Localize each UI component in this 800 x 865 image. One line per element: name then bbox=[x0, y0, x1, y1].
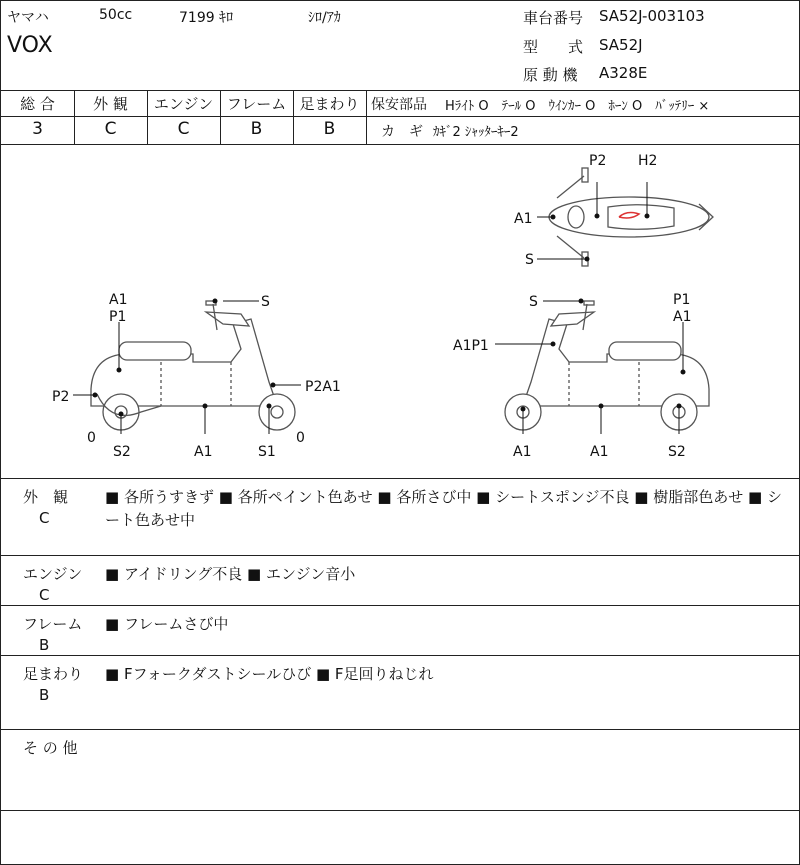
note-exterior bbox=[1, 478, 799, 556]
right-label-a1-front: A1 bbox=[513, 444, 532, 460]
grade-label-exterior: 外 観 bbox=[93, 95, 128, 113]
left-label-s1: S1 bbox=[258, 444, 276, 460]
grade-suspension: B bbox=[323, 119, 336, 139]
frame-no-label: 車台番号 bbox=[523, 9, 584, 27]
top-label-p2: P2 bbox=[589, 153, 607, 169]
note-grade: C bbox=[39, 586, 50, 604]
grade-divider bbox=[1, 116, 799, 117]
scooter-top-view bbox=[549, 168, 713, 266]
note-grade: B bbox=[39, 636, 50, 654]
model-name: VOX bbox=[7, 33, 53, 58]
damage-diagram bbox=[1, 144, 799, 479]
key-label: カ ギ bbox=[381, 124, 423, 140]
left-label-p2: P2 bbox=[52, 389, 70, 405]
note-grade: C bbox=[39, 509, 50, 527]
grade-label-overall: 総 合 bbox=[20, 95, 55, 113]
top-label-a1: A1 bbox=[514, 211, 533, 227]
type-value: SA52J bbox=[599, 36, 643, 54]
note-text: ■ Fフォークダストシールひび ■ F足回りねじれ bbox=[105, 665, 434, 683]
left-label-p1: P1 bbox=[109, 309, 127, 325]
right-label-s2: S2 bbox=[668, 444, 686, 460]
key-value: ｶｷﾞ2 ｼｬｯﾀｰｷｰ2 bbox=[433, 125, 519, 140]
note-suspension bbox=[1, 655, 799, 730]
note-label: そ の 他 bbox=[23, 739, 78, 757]
mileage: 7199 ｷﾛ bbox=[179, 10, 234, 26]
right-label-a1p1: A1P1 bbox=[453, 338, 489, 354]
grade-table bbox=[1, 90, 799, 145]
right-label-a1-bottom: A1 bbox=[590, 444, 609, 460]
grade-frame: B bbox=[250, 119, 263, 139]
note-engine bbox=[1, 555, 799, 606]
grade-overall: 3 bbox=[32, 119, 43, 139]
grade-label-frame: フレーム bbox=[226, 95, 287, 113]
left-label-a1-bottom: A1 bbox=[194, 444, 213, 460]
header-block bbox=[1, 1, 799, 91]
note-label: 足まわり bbox=[23, 665, 84, 683]
left-label-s: S bbox=[261, 294, 270, 310]
left-label-s2: S2 bbox=[113, 444, 131, 460]
grade-label-engine: エンジン bbox=[153, 95, 214, 113]
engine-value: A328E bbox=[599, 64, 648, 82]
right-label-s: S bbox=[529, 294, 538, 310]
note-text: ■ 各所うすきず ■ 各所ペイント色あせ ■ 各所さび中 ■ シートスポンジ不良 ■ 樹脂部色あせ ■ シート色あせ中 bbox=[105, 488, 782, 529]
color: ｼﾛ/ｱｶ bbox=[308, 10, 341, 26]
note-frame bbox=[1, 605, 799, 656]
grade-exterior: C bbox=[104, 119, 117, 139]
maker: ヤマハ bbox=[7, 10, 49, 26]
note-label: フレーム bbox=[23, 615, 83, 633]
parts-label: 保安部品 bbox=[371, 97, 427, 113]
note-text: ■ フレームさび中 bbox=[105, 615, 229, 633]
left-label-0a: 0 bbox=[87, 430, 96, 446]
engine-label: 原 動 機 bbox=[523, 66, 578, 84]
top-label-s: S bbox=[525, 252, 534, 268]
left-label-p2a1: P2A1 bbox=[305, 379, 341, 395]
note-text: ■ アイドリング不良 ■ エンジン音小 bbox=[105, 565, 356, 583]
grade-label-suspension: 足まわり bbox=[299, 95, 360, 113]
scooter-diagram-svg bbox=[1, 144, 799, 478]
parts-items: Hﾗｲﾄ O ﾃｰﾙ O ｳｲﾝｶｰ O ﾎｰﾝ O ﾊﾞｯﾃﾘｰ × bbox=[445, 99, 710, 114]
note-label: 外 観 bbox=[23, 488, 69, 506]
frame-no: SA52J-003103 bbox=[599, 7, 705, 25]
col-divider bbox=[366, 90, 367, 144]
note-label: エンジン bbox=[23, 565, 83, 583]
left-label-0b: 0 bbox=[296, 430, 305, 446]
right-label-p1: P1 bbox=[673, 292, 691, 308]
left-label-a1: A1 bbox=[109, 292, 128, 308]
displacement: 50cc bbox=[99, 7, 133, 23]
note-other bbox=[1, 729, 799, 811]
note-grade: B bbox=[39, 686, 50, 704]
right-label-a1: A1 bbox=[673, 309, 692, 325]
type-label: 型 式 bbox=[523, 38, 584, 56]
top-label-h2: H2 bbox=[638, 153, 658, 169]
grade-engine: C bbox=[177, 119, 190, 139]
